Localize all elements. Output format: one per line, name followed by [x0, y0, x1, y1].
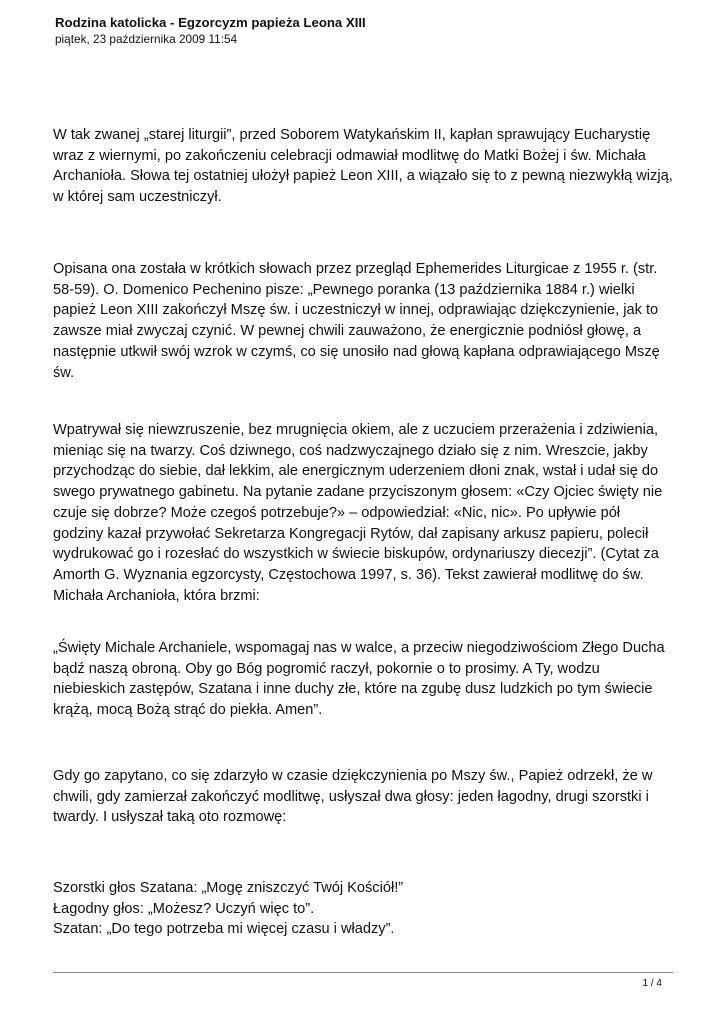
paragraph-liturgy: W tak zwanej „starej liturgii”, przed Soborem Watykańskim II, kapłan sprawujący Eucharystię wraz z wiernymi, po zakończeniu celebracji odmawiał modlitwę do Matki Bożej i św. Michała Archanioła. Słowa tej ostatniej ułożył papież Leon XIII, a wiązało się to z pewną niezwykłą wizją, w której sam uczestniczył. — [53, 127, 673, 206]
paragraph-dialogue: Szorstki głos Szatana: „Mogę zniszczyć Twój Kościół!” Łagodny głos: „Możesz? Uczyń więc to”. Szatan: „Do tego potrzeba mi więcej czasu i władzy”. — [53, 880, 404, 938]
paragraph-two-voices: Gdy go zapytano, co się zdarzyło w czasie dziękczynienia po Mszy św., Papież odrzekł, że w chwili, gdy zamierzał zakończyć modlitwę, usłyszał dwa głosy: jeden łagodny, drugi szorstki i twardy. I usłyszał taką oto rozmowę: — [53, 768, 653, 826]
document-title: Rodzina katolicka - Egzorcyzm papieża Leona XIII — [55, 15, 366, 30]
document-date: piątek, 23 października 2009 11:54 — [55, 32, 238, 46]
page-number: 1 / 4 — [642, 978, 662, 989]
paragraph-prayer: „Święty Michale Archanielе, wspomagaj nas w walce, a przeciw niegodziwościom Złego Ducha bądź naszą obroną. Oby go Bóg pogromić raczył, pokornie o to prosimy. A Ty, wodzu niebieskich zastępów, Szatana i inne duchy złe, które na zgubę dusz ludzkich po tym świecie krążą, mocą Bożą strąć do piekła. Amen”. — [53, 640, 665, 719]
paragraph-vision: Wpatrywał się niewzruszenie, bez mrugnięcia okiem, ale z uczuciem przerażenia i zdziwienia, mieniąc się na twarzy. Coś dziwnego, coś nadzwyczajnego działo się z nim. Wreszcie, jakby przychodząc do siebie, dał lekkim, ale energicznym uderzeniem dłoni znak, wstał i udał się do swego prywatnego gabinetu. Na pytanie zadane przyciszonym głosem: «Czy Ojciec święty nie czuje się dobrze? Może czegoś potrzebuje?» – odpowiedział: «Nic, nic». Po upływie pół godziny kazał przywołać Sekretarza Kongregacji Rytów, dał zapisany arkusz papieru, polecił wydrukować go i rozesłać do wszystkich w świecie biskupów, ordynariuszy diecezji”. (Cytat za Amorth G. Wyznania egzorcysty, Częstochowa 1997, s. 36). Tekst zawierał modlitwę do św. Michała Archanioła, która brzmi: — [53, 422, 663, 604]
paragraph-ephemerides: Opisana ona została w krótkich słowach przez przegląd Ephemerides Liturgicae z 1955 r. (str. 58-59). O. Domenico Pechenino pisze: „Pewnego poranka (13 października 1884 r.) wielki papież Leon XIII zakończył Mszę św. i uczestniczył w innej, odprawiając dziękczynienie, jak to zawsze miał zwyczaj czynić. W pewnej chwili zauważono, że energicznie podniósł głowę, a następnie utkwił swój wzrok w czymś, co się unosiło nad głową kapłana odprawiającego Mszę św. — [53, 261, 660, 381]
footer-divider — [53, 972, 673, 973]
